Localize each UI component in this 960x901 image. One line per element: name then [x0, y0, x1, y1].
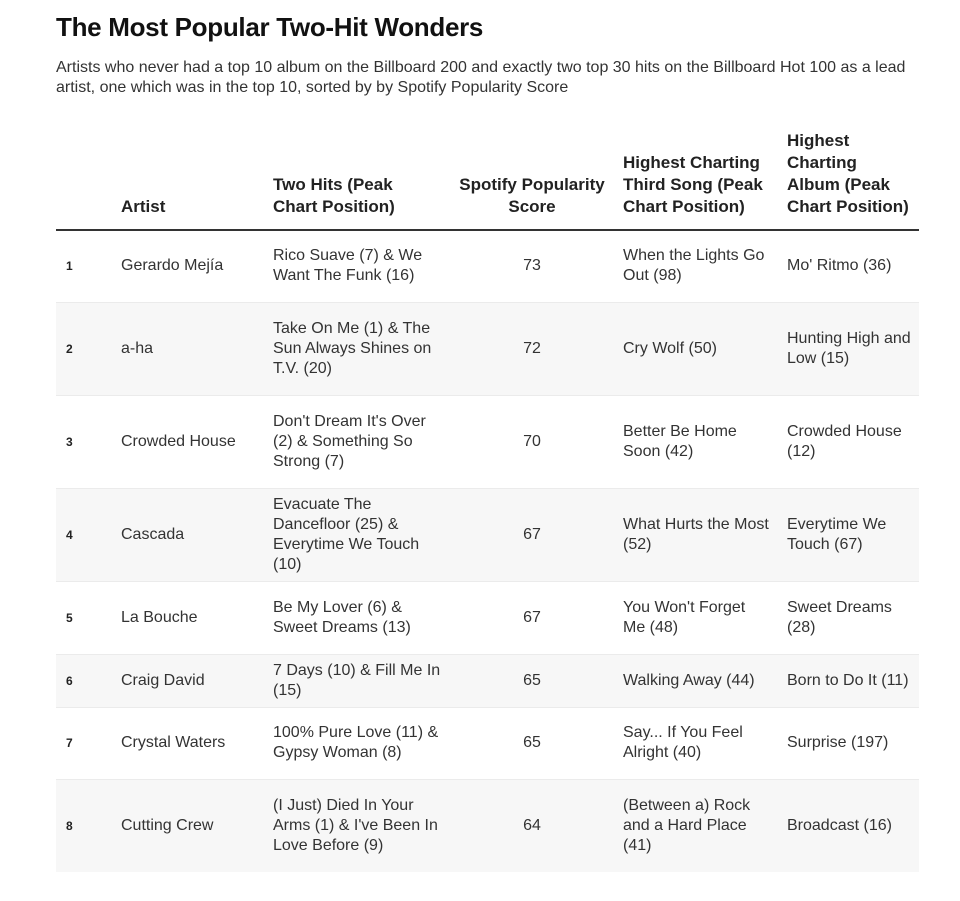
score-cell: 65: [449, 707, 615, 779]
third-song-cell: Walking Away (44): [615, 654, 779, 707]
score-cell: 70: [449, 395, 615, 488]
rank-cell: 3: [56, 395, 113, 488]
artist-cell: La Bouche: [113, 581, 265, 654]
rank-cell: 2: [56, 302, 113, 395]
score-cell: 64: [449, 779, 615, 872]
score-cell: 65: [449, 654, 615, 707]
two-hits-cell: Be My Lover (6) & Sweet Dreams (13): [265, 581, 449, 654]
artist-cell: Crowded House: [113, 395, 265, 488]
third-song-cell: You Won't Forget Me (48): [615, 581, 779, 654]
score-cell: 67: [449, 581, 615, 654]
album-cell: Crowded House (12): [779, 395, 919, 488]
rank-cell: 4: [56, 488, 113, 581]
artist-cell: Gerardo Mejía: [113, 230, 265, 302]
table-row: [56, 779, 919, 872]
page-subtitle: Artists who never had a top 10 album on the Billboard 200 and exactly two top 30 hits on the Billboard Hot 100 as a lead artist, one which was in the top 10, sorted by by Spotify Popularity Score: [56, 59, 906, 96]
two-hits-cell: Don't Dream It's Over (2) & Something So Strong (7): [265, 395, 449, 488]
header-spotify-score: Spotify Popularity Score: [449, 130, 615, 230]
two-hits-cell: Rico Suave (7) & We Want The Funk (16): [265, 230, 449, 302]
score-cell: 72: [449, 302, 615, 395]
rank-cell: 8: [56, 779, 113, 872]
third-song-cell: (Between a) Rock and a Hard Place (41): [615, 779, 779, 872]
score-cell: 73: [449, 230, 615, 302]
page-title: The Most Popular Two-Hit Wonders: [56, 12, 484, 42]
table-row: [56, 395, 919, 488]
rank-cell: 6: [56, 654, 113, 707]
score-cell: 67: [449, 488, 615, 581]
two-hit-wonders-table: [56, 130, 919, 872]
table-row: [56, 488, 919, 581]
two-hits-cell: 100% Pure Love (11) & Gypsy Woman (8): [265, 707, 449, 779]
table-row: [56, 581, 919, 654]
header-two-hits: Two Hits (Peak Chart Position): [265, 130, 449, 230]
artist-cell: Cascada: [113, 488, 265, 581]
album-cell: Broadcast (16): [779, 779, 919, 872]
album-cell: Everytime We Touch (67): [779, 488, 919, 581]
third-song-cell: What Hurts the Most (52): [615, 488, 779, 581]
header-album: Highest Charting Album (Peak Chart Position): [779, 130, 919, 230]
artist-cell: a-ha: [113, 302, 265, 395]
third-song-cell: Better Be Home Soon (42): [615, 395, 779, 488]
rank-cell: 5: [56, 581, 113, 654]
table-row: [56, 230, 919, 302]
album-cell: Surprise (197): [779, 707, 919, 779]
two-hits-cell: Evacuate The Dancefloor (25) & Everytime We Touch (10): [265, 488, 449, 581]
album-cell: Born to Do It (11): [779, 654, 919, 707]
album-cell: Sweet Dreams (28): [779, 581, 919, 654]
third-song-cell: Cry Wolf (50): [615, 302, 779, 395]
artist-cell: Craig David: [113, 654, 265, 707]
third-song-cell: Say... If You Feel Alright (40): [615, 707, 779, 779]
rank-cell: 1: [56, 230, 113, 302]
two-hits-cell: (I Just) Died In Your Arms (1) & I've Been In Love Before (9): [265, 779, 449, 872]
header-rank: [56, 130, 113, 230]
album-cell: Hunting High and Low (15): [779, 302, 919, 395]
table-row: [56, 707, 919, 779]
third-song-cell: When the Lights Go Out (98): [615, 230, 779, 302]
two-hits-cell: Take On Me (1) & The Sun Always Shines on T.V. (20): [265, 302, 449, 395]
rank-cell: 7: [56, 707, 113, 779]
artist-cell: Crystal Waters: [113, 707, 265, 779]
album-cell: Mo' Ritmo (36): [779, 230, 919, 302]
two-hits-cell: 7 Days (10) & Fill Me In (15): [265, 654, 449, 707]
table-header-row: [56, 130, 919, 230]
header-artist: Artist: [113, 130, 265, 230]
table-row: [56, 302, 919, 395]
artist-cell: Cutting Crew: [113, 779, 265, 872]
table-row: [56, 654, 919, 707]
header-third-song: Highest Charting Third Song (Peak Chart Position): [615, 130, 779, 230]
